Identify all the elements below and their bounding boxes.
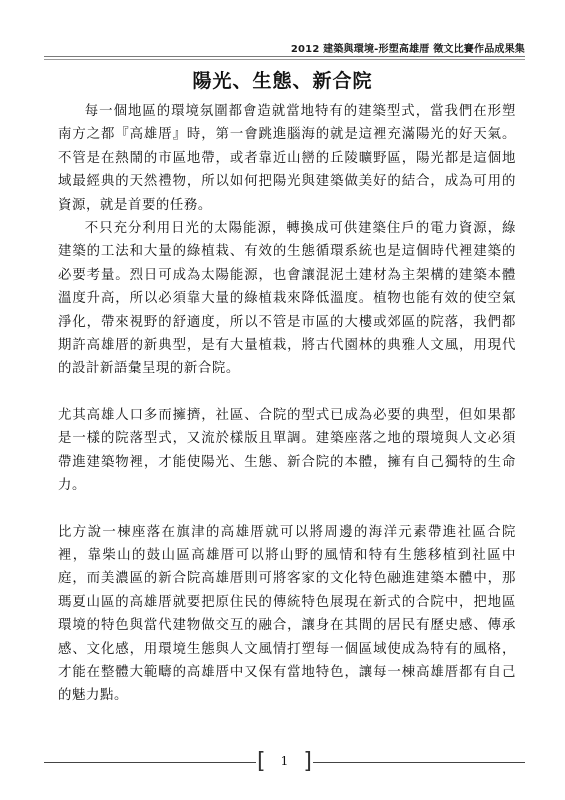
paragraph-2: 不只充分利用日光的太陽能源，轉換成可供建築住戶的電力資源，綠建築的工法和大量的綠植栽、有效的生態循環系統也是這個時代裡建築的必要考量。烈日可成為太陽能源，也會讓混泥土建材為主架構的建築本體溫度升高，所以必須靠大量的綠植栽來降低溫度。植物也能有效的使空氣淨化，帶來視野的舒適度，所以不管是市區的大樓或郊區的院落，我們都期許高雄厝的新典型，是有大量植栽，將古代園林的典雅人文風，用現代的設計新語彙呈現的新合院。 xyxy=(58,221,516,377)
paragraph-spacer xyxy=(58,498,516,521)
footer-rule-right xyxy=(313,762,525,763)
page-footer xyxy=(44,748,525,778)
right-bracket-icon: ] xyxy=(303,749,312,774)
left-bracket-icon: [ xyxy=(257,749,266,774)
document-body xyxy=(58,100,516,708)
paragraph-1: 每一個地區的環境氛圍都會造就當地特有的建築型式，當我們在形塑南方之都『高雄厝』時，第一會跳進腦海的就是這裡充滿陽光的好天氣。不管是在熱鬧的市區地帶，或者靠近山巒的丘陵曠野區，陽光都是這個地域最經典的天然禮物，所以如何把陽光與建築做美好的結合，成為可用的資源，就是首要的任務。 xyxy=(58,104,516,213)
paragraph-spacer xyxy=(58,381,516,404)
header-rule xyxy=(44,56,525,57)
paragraph-4: 比方說一棟座落在旗津的高雄厝就可以將周邊的海洋元素帶進社區合院裡，靠柴山的鼓山區高雄厝可以將山野的風情和特有生態移植到社區中庭，而美濃區的新合院高雄厝則可將客家的文化特色融進建築本體中，那瑪夏山區的高雄厝就要把原住民的傳統特色展現在新式的合院中，把地區環境的特色與當代建物做交互的融合，讓身在其間的居民有歷史感、傳承感、文化感，用環境生態與人文風情打塑每一個區域使成為特有的風格，才能在整體大範疇的高雄厝中又保有當地特色，讓每一棟高雄厝都有自己的魅力點。 xyxy=(58,524,516,704)
running-header-title: 2012 建築與環境-形塑高雄厝 徵文比賽作品成果集 xyxy=(290,44,525,55)
header-rule-thin xyxy=(44,59,525,60)
paragraph-3: 尤其高雄人口多而擁擠，社區、合院的型式已成為必要的典型，但如果都是一樣的院落型式，又流於樣版且單調。建築座落之地的環境與人文必須帶進建築物裡，才能使陽光、生態、新合院的本體，擁有自己獨特的生命力。 xyxy=(58,407,516,494)
page-header xyxy=(44,0,525,62)
page-number: 1 xyxy=(280,754,289,768)
document-title: 陽光、生態、新合院 xyxy=(192,70,373,92)
